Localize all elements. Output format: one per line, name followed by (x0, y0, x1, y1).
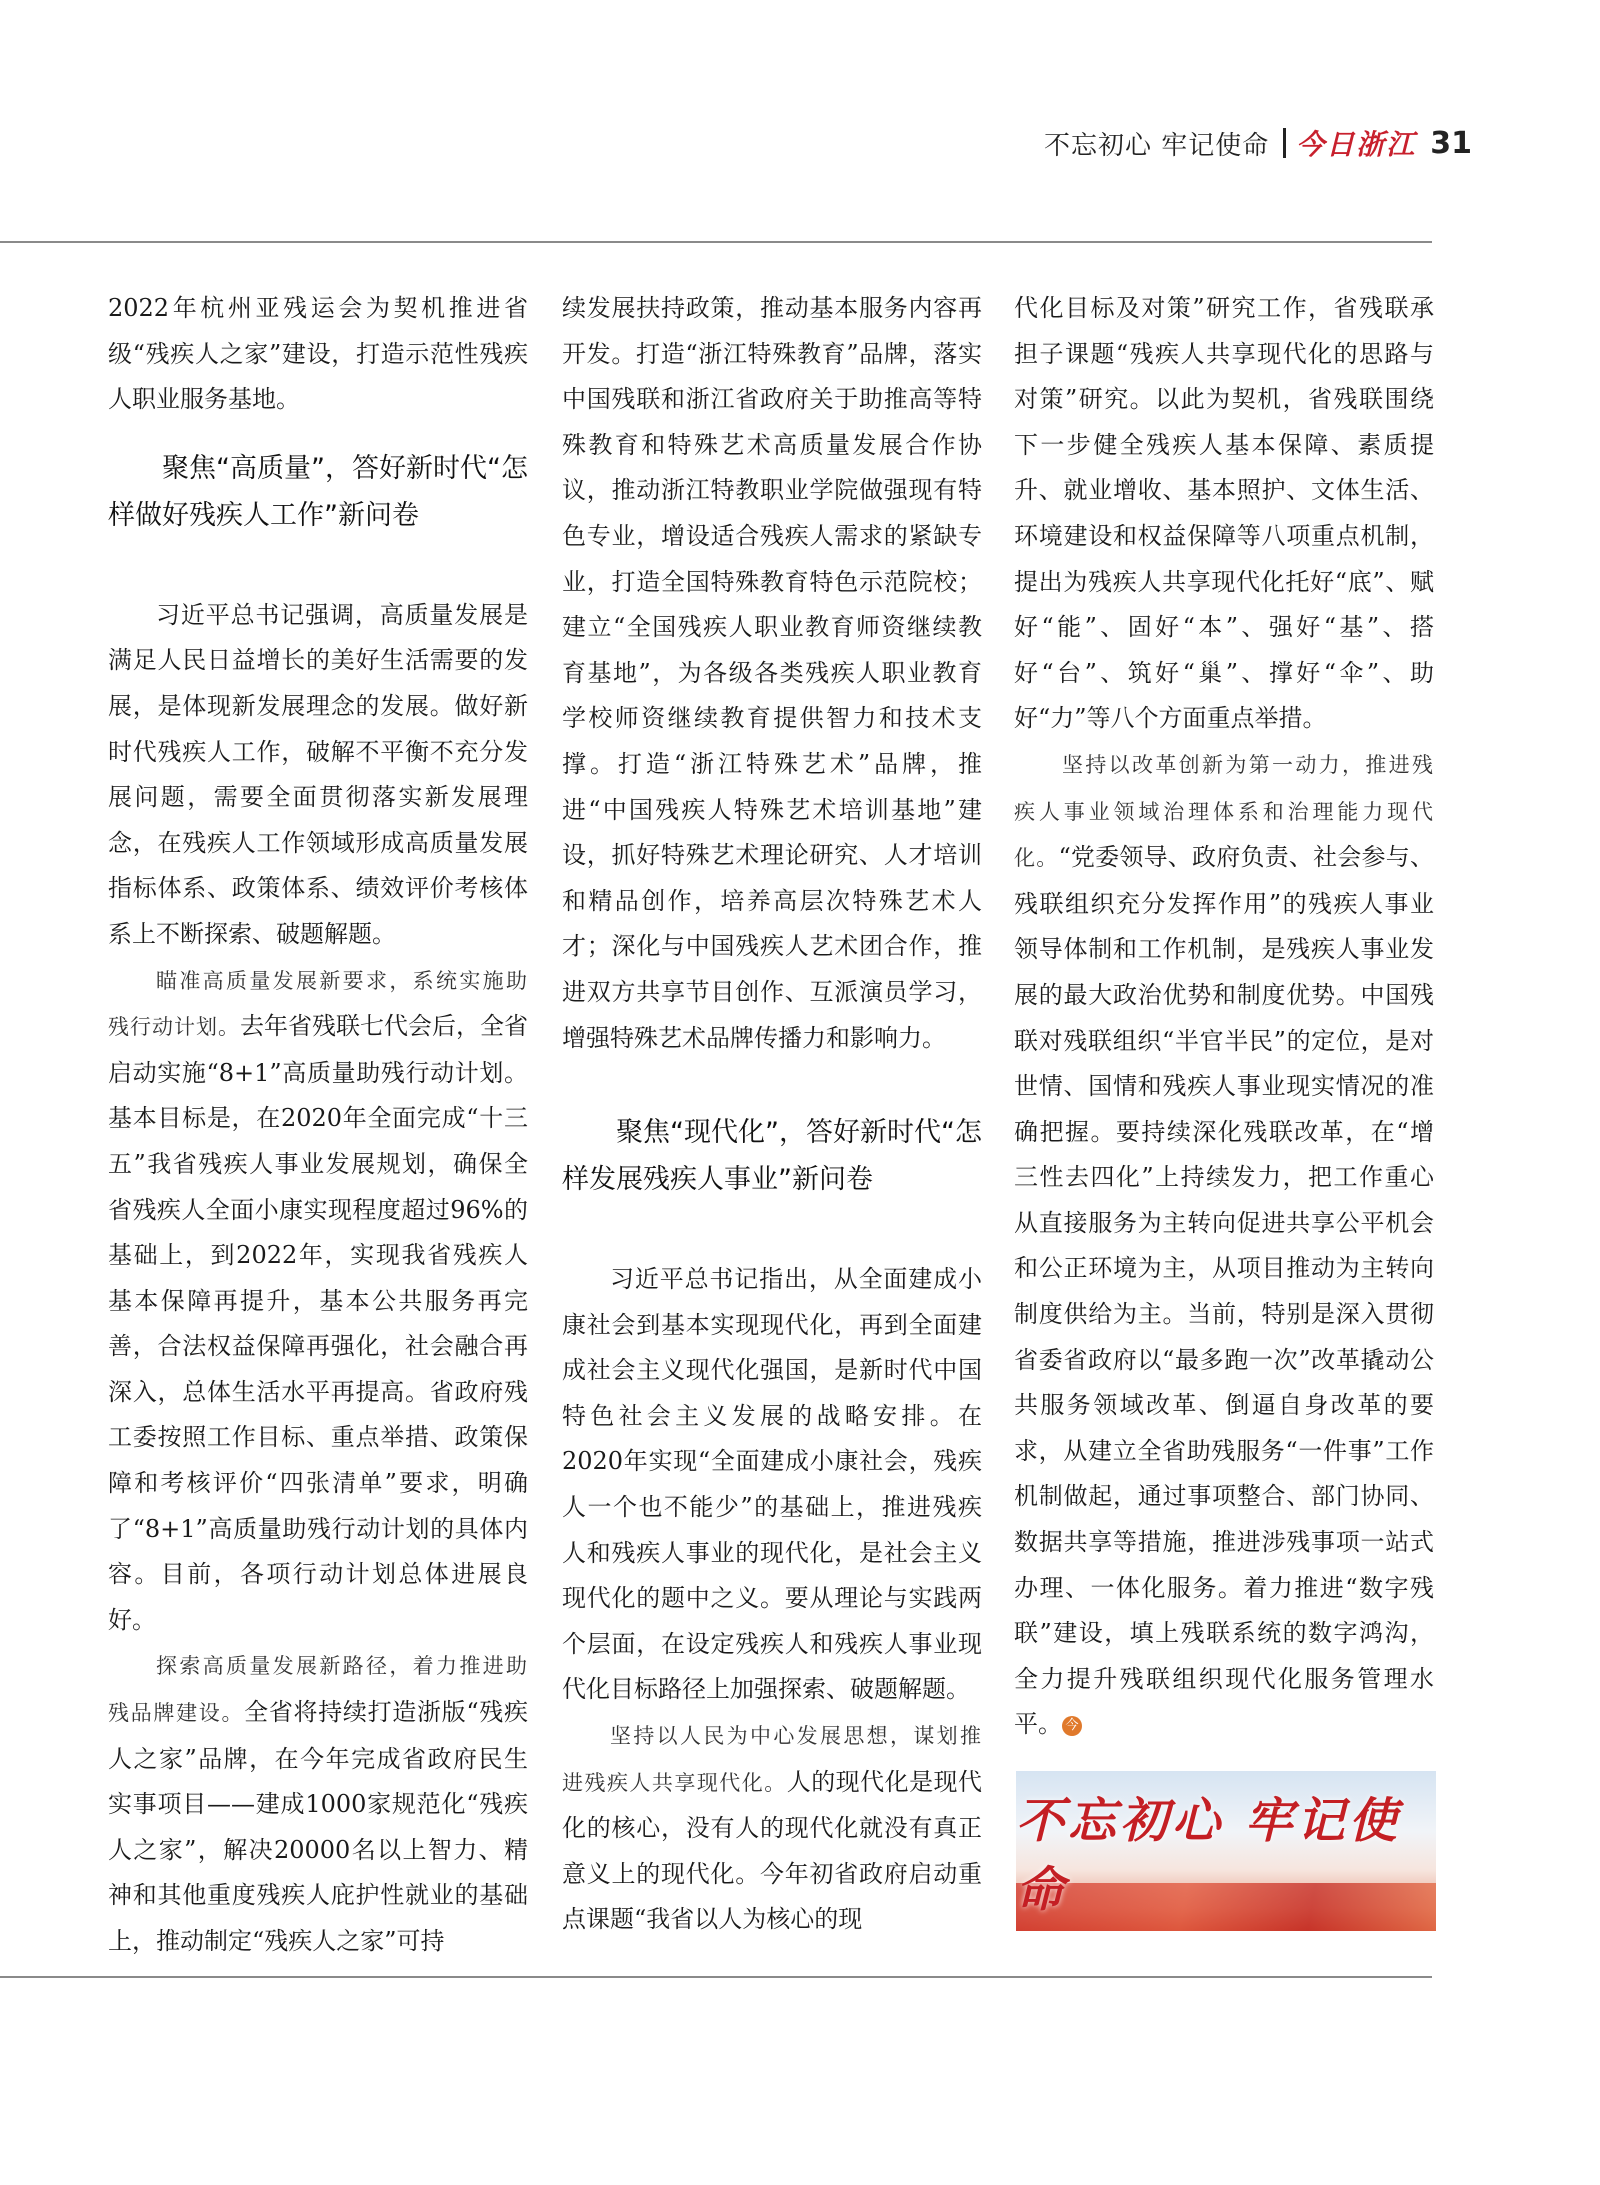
paragraph-lead: 坚持以改革创新为第一动力，推进残疾人事业领域治理体系和治理能力现代化。 (1014, 752, 1434, 871)
column-3 (1014, 286, 1434, 1746)
column-1 (108, 286, 528, 1966)
paragraph-body: 人的现代化是现代化的核心，没有人的现代化就没有真正意义上的现代化。今年初省政府启动重点课题“我省以人为核心的现 (562, 1767, 982, 1934)
paragraph (1014, 742, 1434, 1746)
paragraph: 习近平总书记指出，从全面建成小康社会到基本实现现代化，再到全面建成社会主义现代化强国，是新时代中国特色社会主义发展的战略安排。在2020年实现“全面建成小康社会，残疾人一个也不能少”的基础上，推进残疾人和残疾人事业的现代化，是社会主义现代化的题中之义。要从理论与实践两个层面，在设定残疾人和残疾人事业现代化目标路径上加强探索、破题解题。 (562, 1265, 982, 1704)
paragraph-intro: 2022年杭州亚残运会为契机推进省级“残疾人之家”建设，打造示范性残疾人职业服务基地。 (108, 294, 528, 414)
page-number: 31 (1430, 125, 1472, 161)
paragraph (108, 958, 528, 1644)
paragraph-body: 全省将持续打造浙版“残疾人之家”品牌，在今年完成省政府民生实事项目——建成1000家规范化“残疾人之家”，解决20000名以上智力、精神和其他重度残疾人庇护性就业的基础上，推动制定“残疾人之家”可持 (108, 1698, 528, 1955)
paragraph-body: 去年省残联七代会后，全省启动实施“8+1”高质量助残行动计划。基本目标是，在2020年全面完成“十三五”我省残疾人事业发展规划，确保全省残疾人全面小康实现程度超过96%的基础上，到2022年，实现我省残疾人基本保障再提升，基本公共服务再完善，合法权益保障再强化，社会融合再深入，总体生活水平再提高。省政府残工委按照工作目标、重点举措、政策保障和考核评价“四张清单”要求，明确了“8+1”高质量助残行动计划的具体内容。目前，各项行动计划总体进展良好。 (108, 1012, 528, 1634)
section-heading-modernization: 聚焦“现代化”，答好新时代“怎样发展残疾人事业”新问卷 (562, 1117, 982, 1196)
top-divider (0, 241, 1432, 243)
paragraph-continued: 续发展扶持政策，推动基本服务内容再开发。打造“浙江特殊教育”品牌，落实中国残联和浙江省政府关于助推高等特殊教育和特殊艺术高质量发展合作协议，推动浙江特教职业学院做强现有特色专业，增设适合残疾人需求的紧缺专业，打造全国特殊教育特色示范院校；建立“全国残疾人职业教育师资继续教育基地”，为各级各类残疾人职业教育学校师资继续教育提供智力和技术支撑。打造“浙江特殊艺术”品牌，推进“中国残疾人特殊艺术培训基地”建设，抓好特殊艺术理论研究、人才培训和精品创作，培养高层次特殊艺术人才；深化与中国残疾人艺术团合作，推进双方共享节目创作、互派演员学习，增强特殊艺术品牌传播力和影响力。 (562, 294, 982, 1052)
paragraph-continued: 代化目标及对策”研究工作，省残联承担子课题“残疾人共享现代化的思路与对策”研究。以此为契机，省残联围绕下一步健全残疾人基本保障、素质提升、就业增收、基本照护、文体生活、环境建设和权益保障等八项重点机制，提出为残疾人共享现代化托好“底”、赋好“能”、固好“本”、强好“基”、搭好“台”、筑好“巢”、撑好“伞”、助好“力”等八个方面重点举措。 (1014, 294, 1434, 733)
paragraph-lead: 探索高质量发展新路径，着力推进助残品牌建设。 (108, 1654, 528, 1726)
paragraph-body: “党委领导、政府负责、社会参与、残联组织充分发挥作用”的残疾人事业领导体制和工作机制，是残疾人事业发展的最大政治优势和制度优势。中国残联对残联组织“半官半民”的定位，是对世情、国情和残疾人事业现实情况的准确把握。要持续深化残联改革，在“增三性去四化”上持续发力，把工作重心从直接服务为主转向促进共享公平机会和公正环境为主，从项目推动为主转向制度供给为主。当前，特别是深入贯彻省委省政府以“最多跑一次”改革撬动公共服务领域改革、倒逼自身改革的要求，从建立全省助残服务“一件事”工作机制做起，通过事项整合、部门协同、数据共享等措施，推进涉残事项一站式办理、一体化服务。着力推进“数字残联”建设，填上残联系统的数字鸿沟，全力提升残联组织现代化服务管理水平。 (1014, 843, 1434, 1739)
page-header (1044, 118, 1472, 168)
bottom-divider (0, 1976, 1432, 1978)
header-slogan: 不忘初心 牢记使命 (1043, 130, 1270, 161)
banner-title: 不忘初心 牢记使命 (1016, 1793, 1401, 1918)
column-2 (562, 286, 982, 1966)
section-heading-high-quality: 聚焦“高质量”，答好新时代“怎样做好残疾人工作”新问卷 (108, 452, 528, 531)
slogan-banner (1016, 1771, 1436, 1931)
magazine-logo: 今日浙江 (1296, 128, 1417, 161)
end-mark-icon: 今 (1062, 1716, 1082, 1736)
paragraph (108, 1643, 528, 1964)
paragraph-lead: 坚持以人民为中心发展思想，谋划推进残疾人共享现代化。 (562, 1724, 982, 1795)
paragraph: 习近平总书记强调，高质量发展是满足人民日益增长的美好生活需要的发展，是体现新发展理念的发展。做好新时代残疾人工作，破解不平衡不充分发展问题，需要全面贯彻落实新发展理念，在残疾人工作领域形成高质量发展指标体系、政策体系、绩效评价考核体系上不断探索、破题解题。 (108, 600, 528, 948)
header-separator (1283, 128, 1286, 158)
paragraph (562, 1713, 982, 1943)
paragraph-lead: 瞄准高质量发展新要求，系统实施助残行动计划。 (108, 968, 528, 1040)
